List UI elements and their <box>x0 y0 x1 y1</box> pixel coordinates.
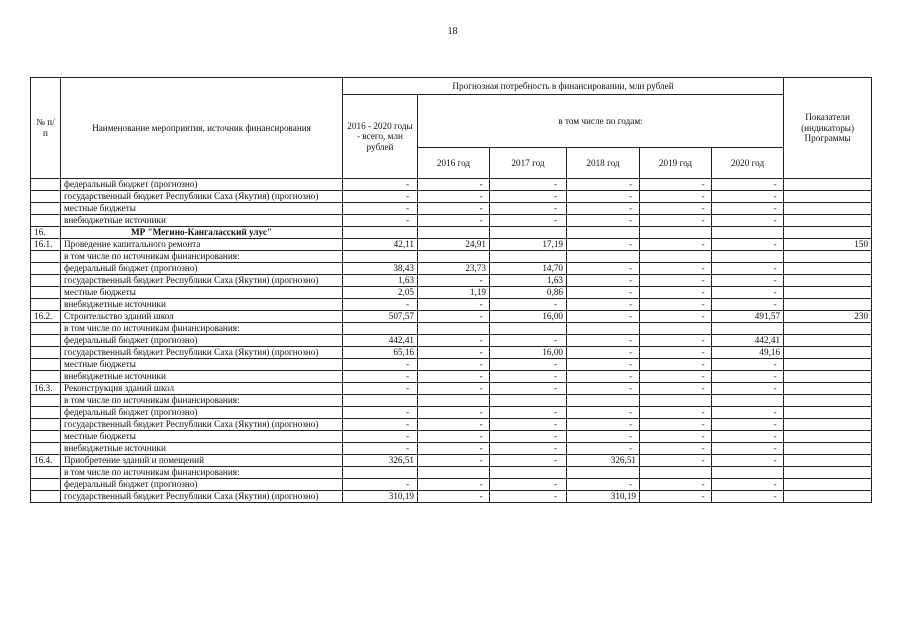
cell-indicator <box>784 215 872 227</box>
row-index <box>31 251 61 263</box>
row-index <box>31 347 61 359</box>
row-name: местные бюджеты <box>61 287 343 299</box>
cell-y2016 <box>418 323 490 335</box>
cell-y2018: - <box>567 215 640 227</box>
row-name: местные бюджеты <box>61 203 343 215</box>
cell-y2018: - <box>567 383 640 395</box>
table-row <box>31 299 872 311</box>
cell-y2016: - <box>418 419 490 431</box>
table-row <box>31 275 872 287</box>
cell-y2016 <box>418 227 490 239</box>
row-index <box>31 323 61 335</box>
cell-y2020: - <box>712 431 784 443</box>
cell-y2018: - <box>567 287 640 299</box>
cell-total: - <box>343 479 418 491</box>
cell-y2020: - <box>712 299 784 311</box>
row-index: 16.2. <box>31 311 61 323</box>
table-row <box>31 179 872 191</box>
header-indicators: Показатели (индикаторы) Программы <box>784 78 872 179</box>
cell-y2020: 49,16 <box>712 347 784 359</box>
cell-y2019: - <box>640 275 712 287</box>
row-name: федеральный бюджет (прогнозно) <box>61 479 343 491</box>
cell-y2018: - <box>567 179 640 191</box>
cell-y2019: - <box>640 479 712 491</box>
cell-y2017: - <box>490 407 567 419</box>
cell-total: - <box>343 383 418 395</box>
cell-y2019: - <box>640 215 712 227</box>
row-name: внебюджетные источники <box>61 371 343 383</box>
table-row <box>31 383 872 395</box>
cell-y2016: - <box>418 347 490 359</box>
row-index <box>31 191 61 203</box>
table-row <box>31 311 872 323</box>
header-2019: 2019 год <box>640 148 712 179</box>
table-body <box>31 78 872 503</box>
cell-y2020 <box>712 467 784 479</box>
cell-total <box>343 227 418 239</box>
cell-y2016: - <box>418 443 490 455</box>
cell-y2017: - <box>490 455 567 467</box>
cell-total <box>343 395 418 407</box>
page-number: 18 <box>447 26 458 37</box>
cell-total: 38,43 <box>343 263 418 275</box>
cell-y2018: - <box>567 191 640 203</box>
cell-y2019: - <box>640 191 712 203</box>
cell-y2017: - <box>490 179 567 191</box>
cell-indicator <box>784 431 872 443</box>
cell-indicator <box>784 287 872 299</box>
cell-y2020: - <box>712 215 784 227</box>
row-name: в том числе по источникам финансирования: <box>61 467 343 479</box>
cell-y2019: - <box>640 335 712 347</box>
cell-y2017: - <box>490 371 567 383</box>
cell-y2020: - <box>712 359 784 371</box>
cell-y2017: 16,00 <box>490 311 567 323</box>
cell-y2018: - <box>567 407 640 419</box>
row-index <box>31 335 61 347</box>
table-row <box>31 491 872 503</box>
cell-y2017: 0,86 <box>490 287 567 299</box>
table-row <box>31 251 872 263</box>
cell-y2016: - <box>418 455 490 467</box>
cell-total: - <box>343 371 418 383</box>
row-name: государственный бюджет Республики Саха (Якутия) (прогнозно) <box>61 191 343 203</box>
cell-y2017 <box>490 227 567 239</box>
row-index: 16.1. <box>31 239 61 251</box>
cell-total <box>343 251 418 263</box>
cell-y2016: - <box>418 491 490 503</box>
cell-y2018 <box>567 395 640 407</box>
cell-indicator <box>784 443 872 455</box>
cell-y2017: - <box>490 431 567 443</box>
row-index <box>31 431 61 443</box>
cell-y2020: - <box>712 407 784 419</box>
cell-y2018: - <box>567 359 640 371</box>
row-name: в том числе по источникам финансирования: <box>61 395 343 407</box>
cell-y2018: 326,51 <box>567 455 640 467</box>
cell-y2019: - <box>640 299 712 311</box>
header-row-1 <box>31 78 872 95</box>
row-name: Приобретение зданий и помещений <box>61 455 343 467</box>
cell-y2018: - <box>567 239 640 251</box>
cell-y2020: - <box>712 275 784 287</box>
cell-total: 442,41 <box>343 335 418 347</box>
cell-y2020 <box>712 395 784 407</box>
cell-y2018: 310,19 <box>567 491 640 503</box>
cell-y2019: - <box>640 419 712 431</box>
row-index <box>31 275 61 287</box>
cell-indicator <box>784 251 872 263</box>
cell-y2020: - <box>712 287 784 299</box>
cell-total: - <box>343 419 418 431</box>
cell-indicator <box>784 263 872 275</box>
cell-total: 326,51 <box>343 455 418 467</box>
row-name: в том числе по источникам финансирования: <box>61 251 343 263</box>
cell-y2016: - <box>418 479 490 491</box>
cell-total: - <box>343 179 418 191</box>
cell-y2016: - <box>418 407 490 419</box>
cell-y2019: - <box>640 359 712 371</box>
cell-y2016: - <box>418 215 490 227</box>
cell-y2018: - <box>567 263 640 275</box>
cell-indicator <box>784 179 872 191</box>
cell-indicator <box>784 383 872 395</box>
row-index <box>31 479 61 491</box>
table-row <box>31 419 872 431</box>
cell-total: 1,63 <box>343 275 418 287</box>
row-index: 16.4. <box>31 455 61 467</box>
table-row <box>31 359 872 371</box>
table-row <box>31 443 872 455</box>
cell-indicator <box>784 359 872 371</box>
cell-indicator <box>784 467 872 479</box>
row-index <box>31 443 61 455</box>
cell-y2018 <box>567 251 640 263</box>
table-row <box>31 203 872 215</box>
cell-y2018: - <box>567 479 640 491</box>
cell-total: 310,19 <box>343 491 418 503</box>
row-index <box>31 299 61 311</box>
row-index <box>31 467 61 479</box>
cell-y2016 <box>418 395 490 407</box>
row-index <box>31 359 61 371</box>
cell-y2017: - <box>490 479 567 491</box>
row-name: местные бюджеты <box>61 431 343 443</box>
row-name: внебюджетные источники <box>61 443 343 455</box>
cell-y2020: - <box>712 239 784 251</box>
row-name: МР "Мегино-Кангаласский улус" <box>61 227 343 239</box>
cell-y2019: - <box>640 443 712 455</box>
table-row <box>31 287 872 299</box>
table-row <box>31 191 872 203</box>
cell-indicator: 150 <box>784 239 872 251</box>
cell-indicator <box>784 395 872 407</box>
header-2017: 2017 год <box>490 148 567 179</box>
cell-indicator <box>784 203 872 215</box>
cell-y2020: 442,41 <box>712 335 784 347</box>
cell-y2019: - <box>640 407 712 419</box>
row-index: 16. <box>31 227 61 239</box>
row-name: государственный бюджет Республики Саха (Якутия) (прогнозно) <box>61 275 343 287</box>
cell-y2020: - <box>712 455 784 467</box>
row-name: федеральный бюджет (прогнозно) <box>61 179 343 191</box>
cell-y2020: - <box>712 479 784 491</box>
financing-table <box>30 77 872 503</box>
cell-total: - <box>343 203 418 215</box>
row-index <box>31 215 61 227</box>
cell-y2017: - <box>490 191 567 203</box>
cell-y2019: - <box>640 431 712 443</box>
cell-y2017: - <box>490 419 567 431</box>
header-total: 2016 - 2020 годы - всего, млн рублей <box>343 95 418 179</box>
cell-y2020: - <box>712 383 784 395</box>
cell-indicator <box>784 299 872 311</box>
header-by-years: в том числе по годам: <box>418 95 784 148</box>
cell-y2016 <box>418 251 490 263</box>
cell-indicator <box>784 491 872 503</box>
row-index <box>31 371 61 383</box>
cell-y2016: - <box>418 299 490 311</box>
cell-y2019 <box>640 467 712 479</box>
header-2016: 2016 год <box>418 148 490 179</box>
cell-indicator <box>784 275 872 287</box>
cell-y2019: - <box>640 455 712 467</box>
row-index <box>31 407 61 419</box>
cell-y2018 <box>567 467 640 479</box>
table-row <box>31 335 872 347</box>
cell-y2019: - <box>640 491 712 503</box>
cell-y2016: 23,73 <box>418 263 490 275</box>
cell-y2017: 17,19 <box>490 239 567 251</box>
cell-y2016: - <box>418 191 490 203</box>
table-row <box>31 239 872 251</box>
cell-indicator <box>784 479 872 491</box>
cell-indicator <box>784 371 872 383</box>
cell-y2017: - <box>490 359 567 371</box>
cell-y2018 <box>567 227 640 239</box>
cell-total: - <box>343 431 418 443</box>
cell-total: - <box>343 407 418 419</box>
cell-total: - <box>343 215 418 227</box>
cell-total: - <box>343 359 418 371</box>
table-row <box>31 347 872 359</box>
cell-y2018: - <box>567 299 640 311</box>
row-index <box>31 179 61 191</box>
cell-y2017: - <box>490 215 567 227</box>
table-row <box>31 467 872 479</box>
cell-y2018: - <box>567 335 640 347</box>
cell-y2018: - <box>567 203 640 215</box>
cell-y2019 <box>640 395 712 407</box>
cell-y2016: 24,91 <box>418 239 490 251</box>
row-name: федеральный бюджет (прогнозно) <box>61 407 343 419</box>
cell-total: - <box>343 299 418 311</box>
cell-y2020: - <box>712 179 784 191</box>
row-index: 16.3. <box>31 383 61 395</box>
cell-y2020 <box>712 227 784 239</box>
header-no: № п/п <box>31 78 61 179</box>
cell-y2016: - <box>418 275 490 287</box>
cell-y2020: - <box>712 491 784 503</box>
table-row <box>31 263 872 275</box>
cell-y2018: - <box>567 431 640 443</box>
row-name: в том числе по источникам финансирования: <box>61 323 343 335</box>
row-name: внебюджетные источники <box>61 215 343 227</box>
table-row <box>31 407 872 419</box>
cell-y2019: - <box>640 371 712 383</box>
cell-total: 65,16 <box>343 347 418 359</box>
row-index <box>31 263 61 275</box>
cell-y2018: - <box>567 419 640 431</box>
cell-total <box>343 467 418 479</box>
cell-y2016: - <box>418 383 490 395</box>
cell-y2016: - <box>418 179 490 191</box>
cell-y2016: - <box>418 431 490 443</box>
cell-y2018: - <box>567 347 640 359</box>
cell-y2017: - <box>490 443 567 455</box>
cell-y2017 <box>490 323 567 335</box>
cell-y2019 <box>640 323 712 335</box>
row-name: государственный бюджет Республики Саха (Якутия) (прогнозно) <box>61 347 343 359</box>
cell-y2020: - <box>712 443 784 455</box>
row-index <box>31 395 61 407</box>
cell-y2019: - <box>640 383 712 395</box>
cell-y2017: 16,00 <box>490 347 567 359</box>
table-row <box>31 431 872 443</box>
cell-indicator <box>784 407 872 419</box>
cell-y2020: - <box>712 371 784 383</box>
cell-y2020: - <box>712 419 784 431</box>
row-name: Строительство зданий школ <box>61 311 343 323</box>
cell-indicator <box>784 335 872 347</box>
row-index <box>31 491 61 503</box>
table-row <box>31 479 872 491</box>
cell-y2019 <box>640 251 712 263</box>
cell-y2017: 1,63 <box>490 275 567 287</box>
table-row <box>31 323 872 335</box>
table-row <box>31 395 872 407</box>
cell-total: 507,57 <box>343 311 418 323</box>
row-name: федеральный бюджет (прогнозно) <box>61 335 343 347</box>
row-index <box>31 419 61 431</box>
row-name: Проведение капитального ремонта <box>61 239 343 251</box>
cell-y2018 <box>567 323 640 335</box>
cell-y2017 <box>490 467 567 479</box>
table-row <box>31 455 872 467</box>
cell-y2017 <box>490 395 567 407</box>
cell-y2018: - <box>567 311 640 323</box>
table-row <box>31 227 872 239</box>
cell-total <box>343 323 418 335</box>
cell-y2020 <box>712 251 784 263</box>
cell-indicator <box>784 455 872 467</box>
cell-y2016 <box>418 467 490 479</box>
cell-y2017: - <box>490 203 567 215</box>
cell-y2019: - <box>640 239 712 251</box>
cell-y2019: - <box>640 287 712 299</box>
cell-y2020: - <box>712 203 784 215</box>
cell-indicator <box>784 323 872 335</box>
row-name: федеральный бюджет (прогнозно) <box>61 263 343 275</box>
cell-y2017: - <box>490 335 567 347</box>
row-index <box>31 203 61 215</box>
cell-y2017 <box>490 251 567 263</box>
cell-indicator <box>784 227 872 239</box>
row-name: Реконструкция зданий школ <box>61 383 343 395</box>
cell-total: 2,05 <box>343 287 418 299</box>
cell-y2018: - <box>567 275 640 287</box>
cell-total: - <box>343 443 418 455</box>
table-row <box>31 371 872 383</box>
header-forecast: Прогнозная потребность в финансировании, млн рублей <box>343 78 784 95</box>
row-name: государственный бюджет Республики Саха (Якутия) (прогнозно) <box>61 419 343 431</box>
row-name: внебюджетные источники <box>61 299 343 311</box>
cell-y2019: - <box>640 347 712 359</box>
cell-y2019 <box>640 227 712 239</box>
cell-y2016: 1,19 <box>418 287 490 299</box>
row-index <box>31 287 61 299</box>
cell-indicator <box>784 191 872 203</box>
cell-y2017: - <box>490 491 567 503</box>
cell-y2020: 491,57 <box>712 311 784 323</box>
header-2020: 2020 год <box>712 148 784 179</box>
cell-y2017: - <box>490 383 567 395</box>
cell-y2016: - <box>418 359 490 371</box>
cell-y2016: - <box>418 371 490 383</box>
cell-indicator <box>784 347 872 359</box>
cell-indicator: 230 <box>784 311 872 323</box>
cell-y2019: - <box>640 179 712 191</box>
cell-y2020 <box>712 323 784 335</box>
cell-indicator <box>784 419 872 431</box>
cell-y2017: 14,70 <box>490 263 567 275</box>
cell-y2019: - <box>640 263 712 275</box>
row-name: государственный бюджет Республики Саха (Якутия) (прогнозно) <box>61 491 343 503</box>
table-row <box>31 215 872 227</box>
cell-y2016: - <box>418 335 490 347</box>
header-name: Наименование мероприятия, источник финансирования <box>61 78 343 179</box>
cell-y2016: - <box>418 203 490 215</box>
row-name: местные бюджеты <box>61 359 343 371</box>
cell-total: - <box>343 191 418 203</box>
header-2018: 2018 год <box>567 148 640 179</box>
cell-y2017: - <box>490 299 567 311</box>
cell-y2020: - <box>712 263 784 275</box>
cell-y2019: - <box>640 203 712 215</box>
cell-total: 42,11 <box>343 239 418 251</box>
cell-y2018: - <box>567 443 640 455</box>
cell-y2016: - <box>418 311 490 323</box>
cell-y2018: - <box>567 371 640 383</box>
cell-y2019: - <box>640 311 712 323</box>
cell-y2020: - <box>712 191 784 203</box>
